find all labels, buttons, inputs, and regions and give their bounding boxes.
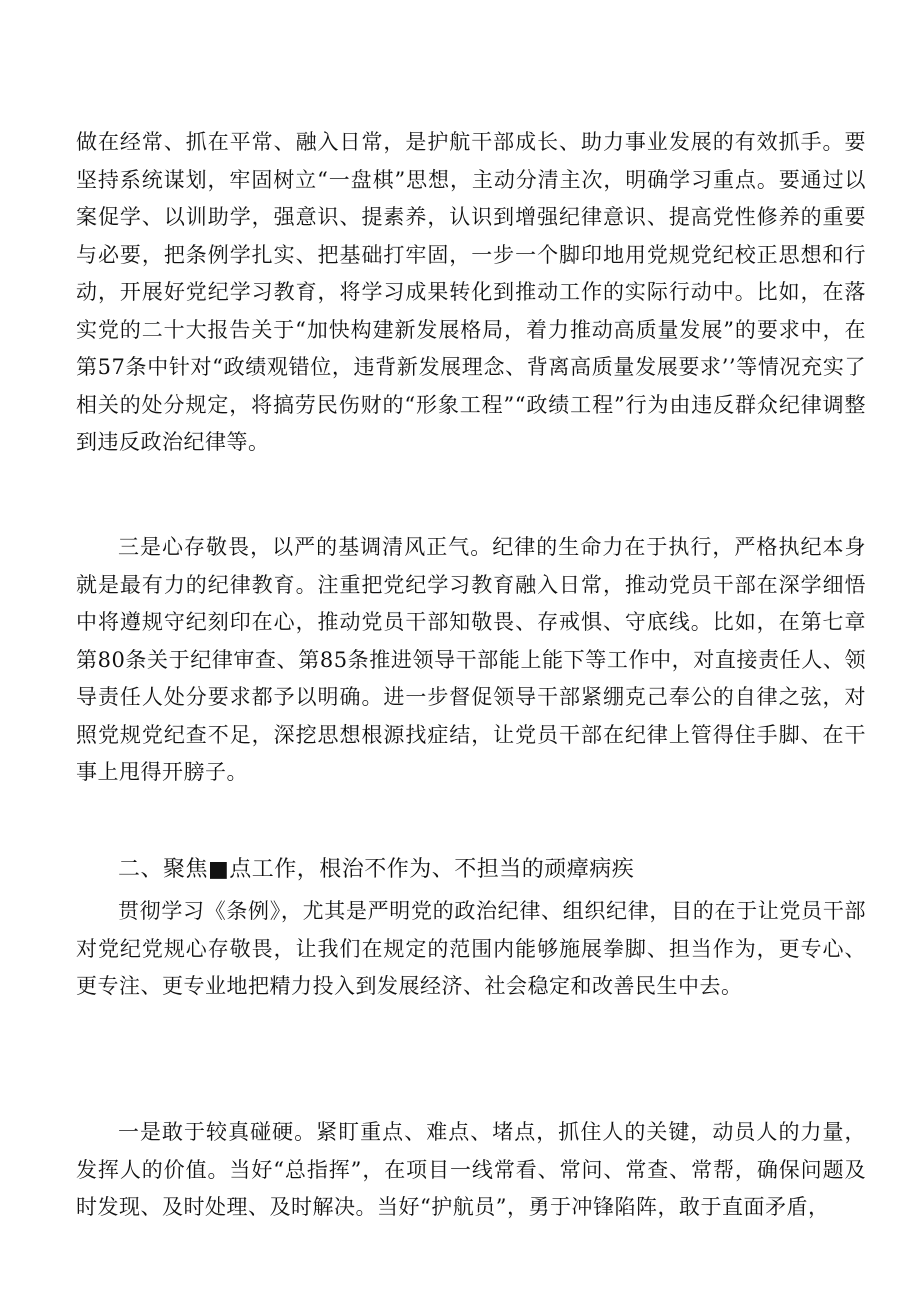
paragraph-study-focus: 做在经常、抓在平常、融入日常，是护航干部成长、助力事业发展的有效抓手。要坚持系统谋划，牢固树立“一盘棋”思想，主动分清主次，明确学习重点。要通过以案促学、以训助学，强意识、提素养，认识到增强纪律意识、提高党性修养的重要与必要，把条例学扎实、把基础打牢固，一步一个脚印地用党规党纪校正思想和行动，开展好党纪学习教育，将学习成果转化到推动工作的实际行动中。比如，在落实党的二十大报告关于“加快构建新发展格局，着力推动高质量发展”的要求中，在第57条中针对“政绩观错位，违背新发展理念、背离高质量发展要求’’等情况充实了相关的处分规定，将搞劳民伤财的“形象工程”“政绩工程”行为由违反群众纪律调整到违反政治纪律等。 [76,130,866,454]
paragraph-regulations-study: 贯彻学习《条例》，尤其是严明党的政治纪律、组织纪律，目的在于让党员干部对党纪党规心存敬畏，让我们在规定的范围内能够施展拳脚、担当作为，更专心、更专注、更专业地把精力投入到发展经济、社会稳定和改善民生中去。 [76,899,866,998]
section-heading-2: 二、聚焦■点工作，根治不作为、不担当的顽瘴病疾 [118,857,635,882]
paragraph-reverence-discipline: 三是心存敬畏，以严的基调清风正气。纪律的生命力在于执行，严格执纪本身就是最有力的纪律教育。注重把党纪学习教育融入日常，推动党员干部在深学细悟中将遵规守纪刻印在心，推动党员干部知敬畏、存戒惧、守底线。比如，在第七章第80条关于纪律审查、第85条推进领导干部能上能下等工作中，对直接责任人、领导责任人处分要求都予以明确。进一步督促领导干部紧绷克己奉公的自律之弦，对照党规党纪查不足，深挖思想根源找症结，让党员干部在纪律上管得住手脚、在干事上甩得开膀子。 [76,535,866,784]
paragraph-dare-to-confront: 一是敢于较真碰硬。紧盯重点、难点、堵点，抓住人的关键，动员人的力量，发挥人的价值。当好“总指挥”，在项目一线常看、常问、常查、常帮，确保问题及时发现、及时处理、及时解决。当好“护航员”，勇于冲锋陷阵，敢于直面矛盾， [76,1120,866,1219]
